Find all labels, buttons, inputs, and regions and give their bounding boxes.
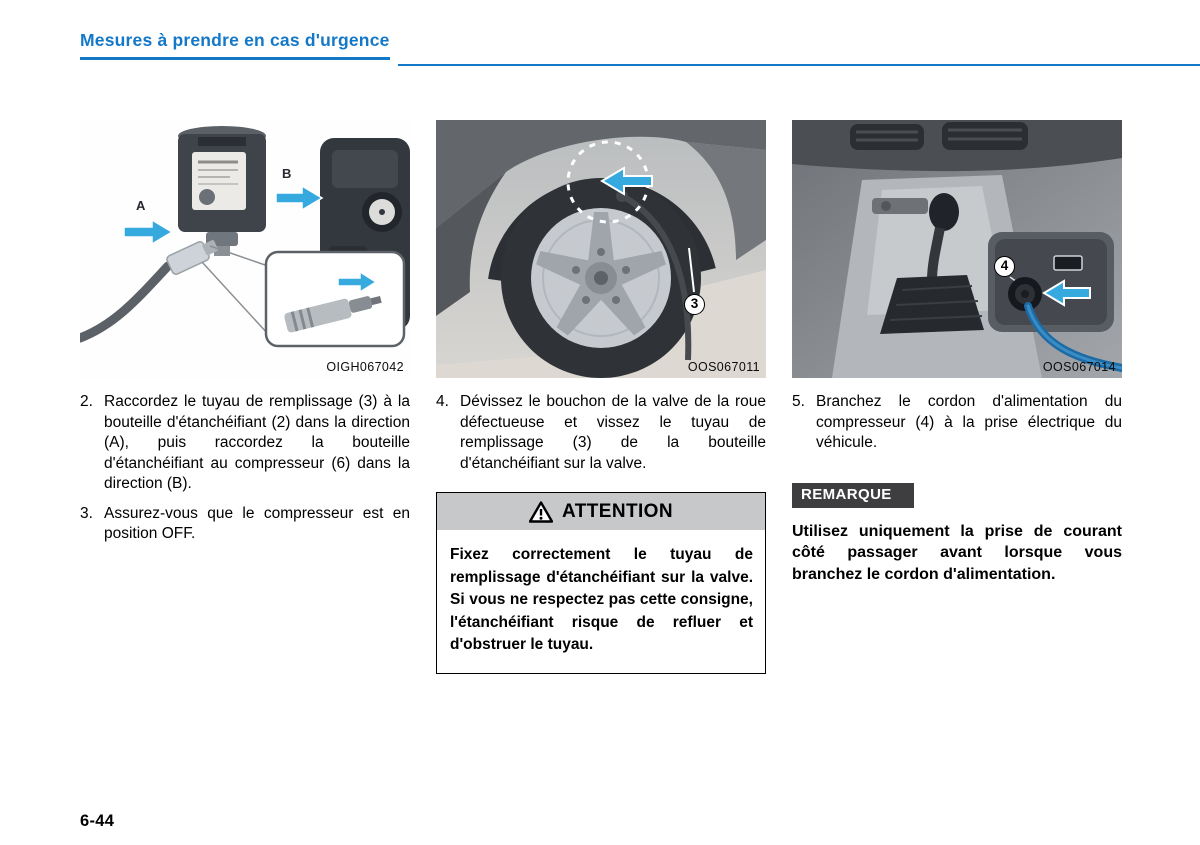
content-columns [80,120,1122,674]
attention-box [436,492,766,674]
attention-title: ATTENTION [562,501,673,522]
step-3-text: Assurez-vous que le compresseur est en position OFF. [104,504,410,542]
figure-code-1: OIGH067042 [326,360,404,374]
figure-code-3: OOS067014 [1042,360,1116,374]
step-2 [80,392,410,495]
step-3-number: 3. [80,504,93,522]
figure-label-4: 4 [994,256,1015,277]
step-4 [436,392,766,474]
steps-column-3 [792,392,1122,454]
sealant-kit-illustration [80,120,410,378]
attention-header [437,493,765,530]
step-5-text: Branchez le cordon d'alimentation du compresseur (4) à la prise électrique du véhicule. [816,393,1122,451]
figure-label-3: 3 [684,294,705,315]
figure-label-b: B [282,166,292,181]
column-sealant-bottle [80,120,410,674]
step-4-text: Dévissez le bouchon de la valve de la roue défectueuse et vissez le tuyau de remplissage (3) de la bouteille d'étanchéifiant sur la valve. [460,393,766,472]
page-header [80,30,1200,66]
header-rule [398,64,1200,66]
step-5-number: 5. [792,393,805,410]
wheel-valve-illustration [436,120,766,378]
step-4-number: 4. [436,393,449,410]
column-power-outlet [792,120,1122,674]
figure-wheel-valve [436,120,766,378]
page-number: 6-44 [80,812,115,830]
step-3 [80,504,410,545]
column-wheel-valve [436,120,766,674]
step-2-number: 2. [80,393,93,410]
remarque-body: Utilisez uniquement la prise de courant côté passager avant lorsque vous branchez le cordon d'alimentation. [792,522,1122,583]
remarque-header: REMARQUE [792,483,914,508]
section-title: Mesures à prendre en cas d'urgence [80,30,390,60]
steps-column-2 [436,392,766,474]
step-2-text: Raccordez le tuyau de remplissage (3) à la bouteille d'étanchéifiant (2) dans la direction (A), puis raccordez la bouteille d'étanchéifiant au compresseur (6) dans la direction (B). [104,393,410,492]
figure-sealant-bottle [80,120,410,378]
steps-column-1 [80,392,410,545]
figure-power-outlet [792,120,1122,378]
power-outlet-illustration [792,120,1122,378]
figure-label-a: A [136,198,146,213]
step-5 [792,392,1122,454]
figure-code-2: OOS067011 [687,360,760,374]
attention-body: Fixez correctement le tuyau de remplissage d'étanchéifiant sur la valve. Si vous ne respectez pas cette consigne, l'étanchéifiant risque de refluer et d'obstruer le tuyau. [450,546,753,653]
warning-icon [529,501,553,523]
